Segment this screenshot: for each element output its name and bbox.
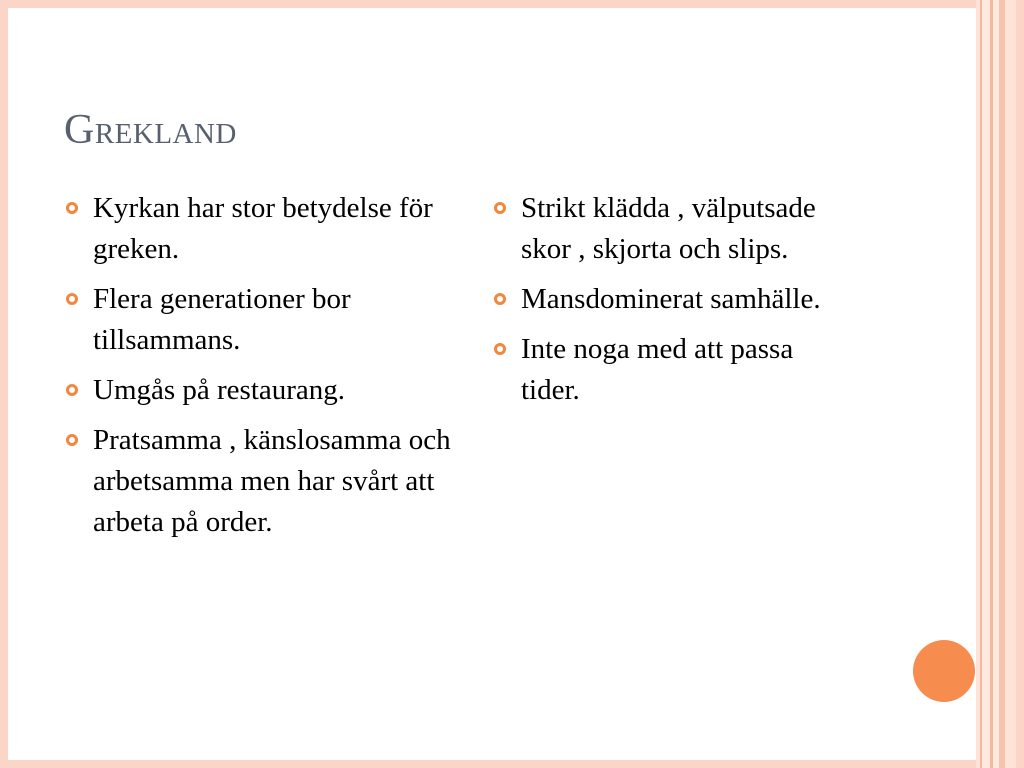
ring-bullet-icon — [66, 384, 78, 396]
bullet-item — [64, 279, 464, 361]
right-stripe — [1016, 0, 1024, 768]
bullet-item — [64, 188, 464, 270]
ring-bullet-icon — [494, 343, 506, 355]
right-stripe — [982, 0, 990, 768]
bullet-item — [64, 420, 464, 543]
bullet-text: Pratsamma , känslosamma och arbetsamma men har svårt att arbeta på order. — [93, 424, 451, 538]
border-bottom — [0, 760, 1024, 768]
bullet-item — [492, 279, 822, 320]
left-bullet-list — [64, 188, 464, 552]
ring-bullet-icon — [494, 293, 506, 305]
bullet-text: Flera generationer bor tillsammans. — [93, 283, 351, 356]
bullet-item — [492, 188, 822, 270]
bullet-text: Strikt klädda , välputsade skor , skjorta och slips. — [521, 192, 816, 265]
bullet-text: Umgås på restaurang. — [93, 374, 346, 406]
ring-bullet-icon — [66, 202, 78, 214]
decorative-circle — [913, 640, 975, 702]
slide-title: Grekland — [64, 107, 237, 153]
bullet-text: Kyrkan har stor betydelse för greken. — [93, 192, 433, 265]
border-left — [0, 0, 8, 768]
right-bullet-list — [492, 188, 822, 420]
right-stripe — [1005, 0, 1016, 768]
ring-bullet-icon — [494, 202, 506, 214]
bullet-item — [492, 329, 822, 411]
bullet-item — [64, 370, 464, 411]
bullet-text: Mansdominerat samhälle. — [521, 283, 821, 315]
ring-bullet-icon — [66, 434, 78, 446]
bullet-text: Inte noga med att passa tider. — [521, 333, 794, 406]
ring-bullet-icon — [66, 293, 78, 305]
border-top — [0, 0, 1024, 8]
